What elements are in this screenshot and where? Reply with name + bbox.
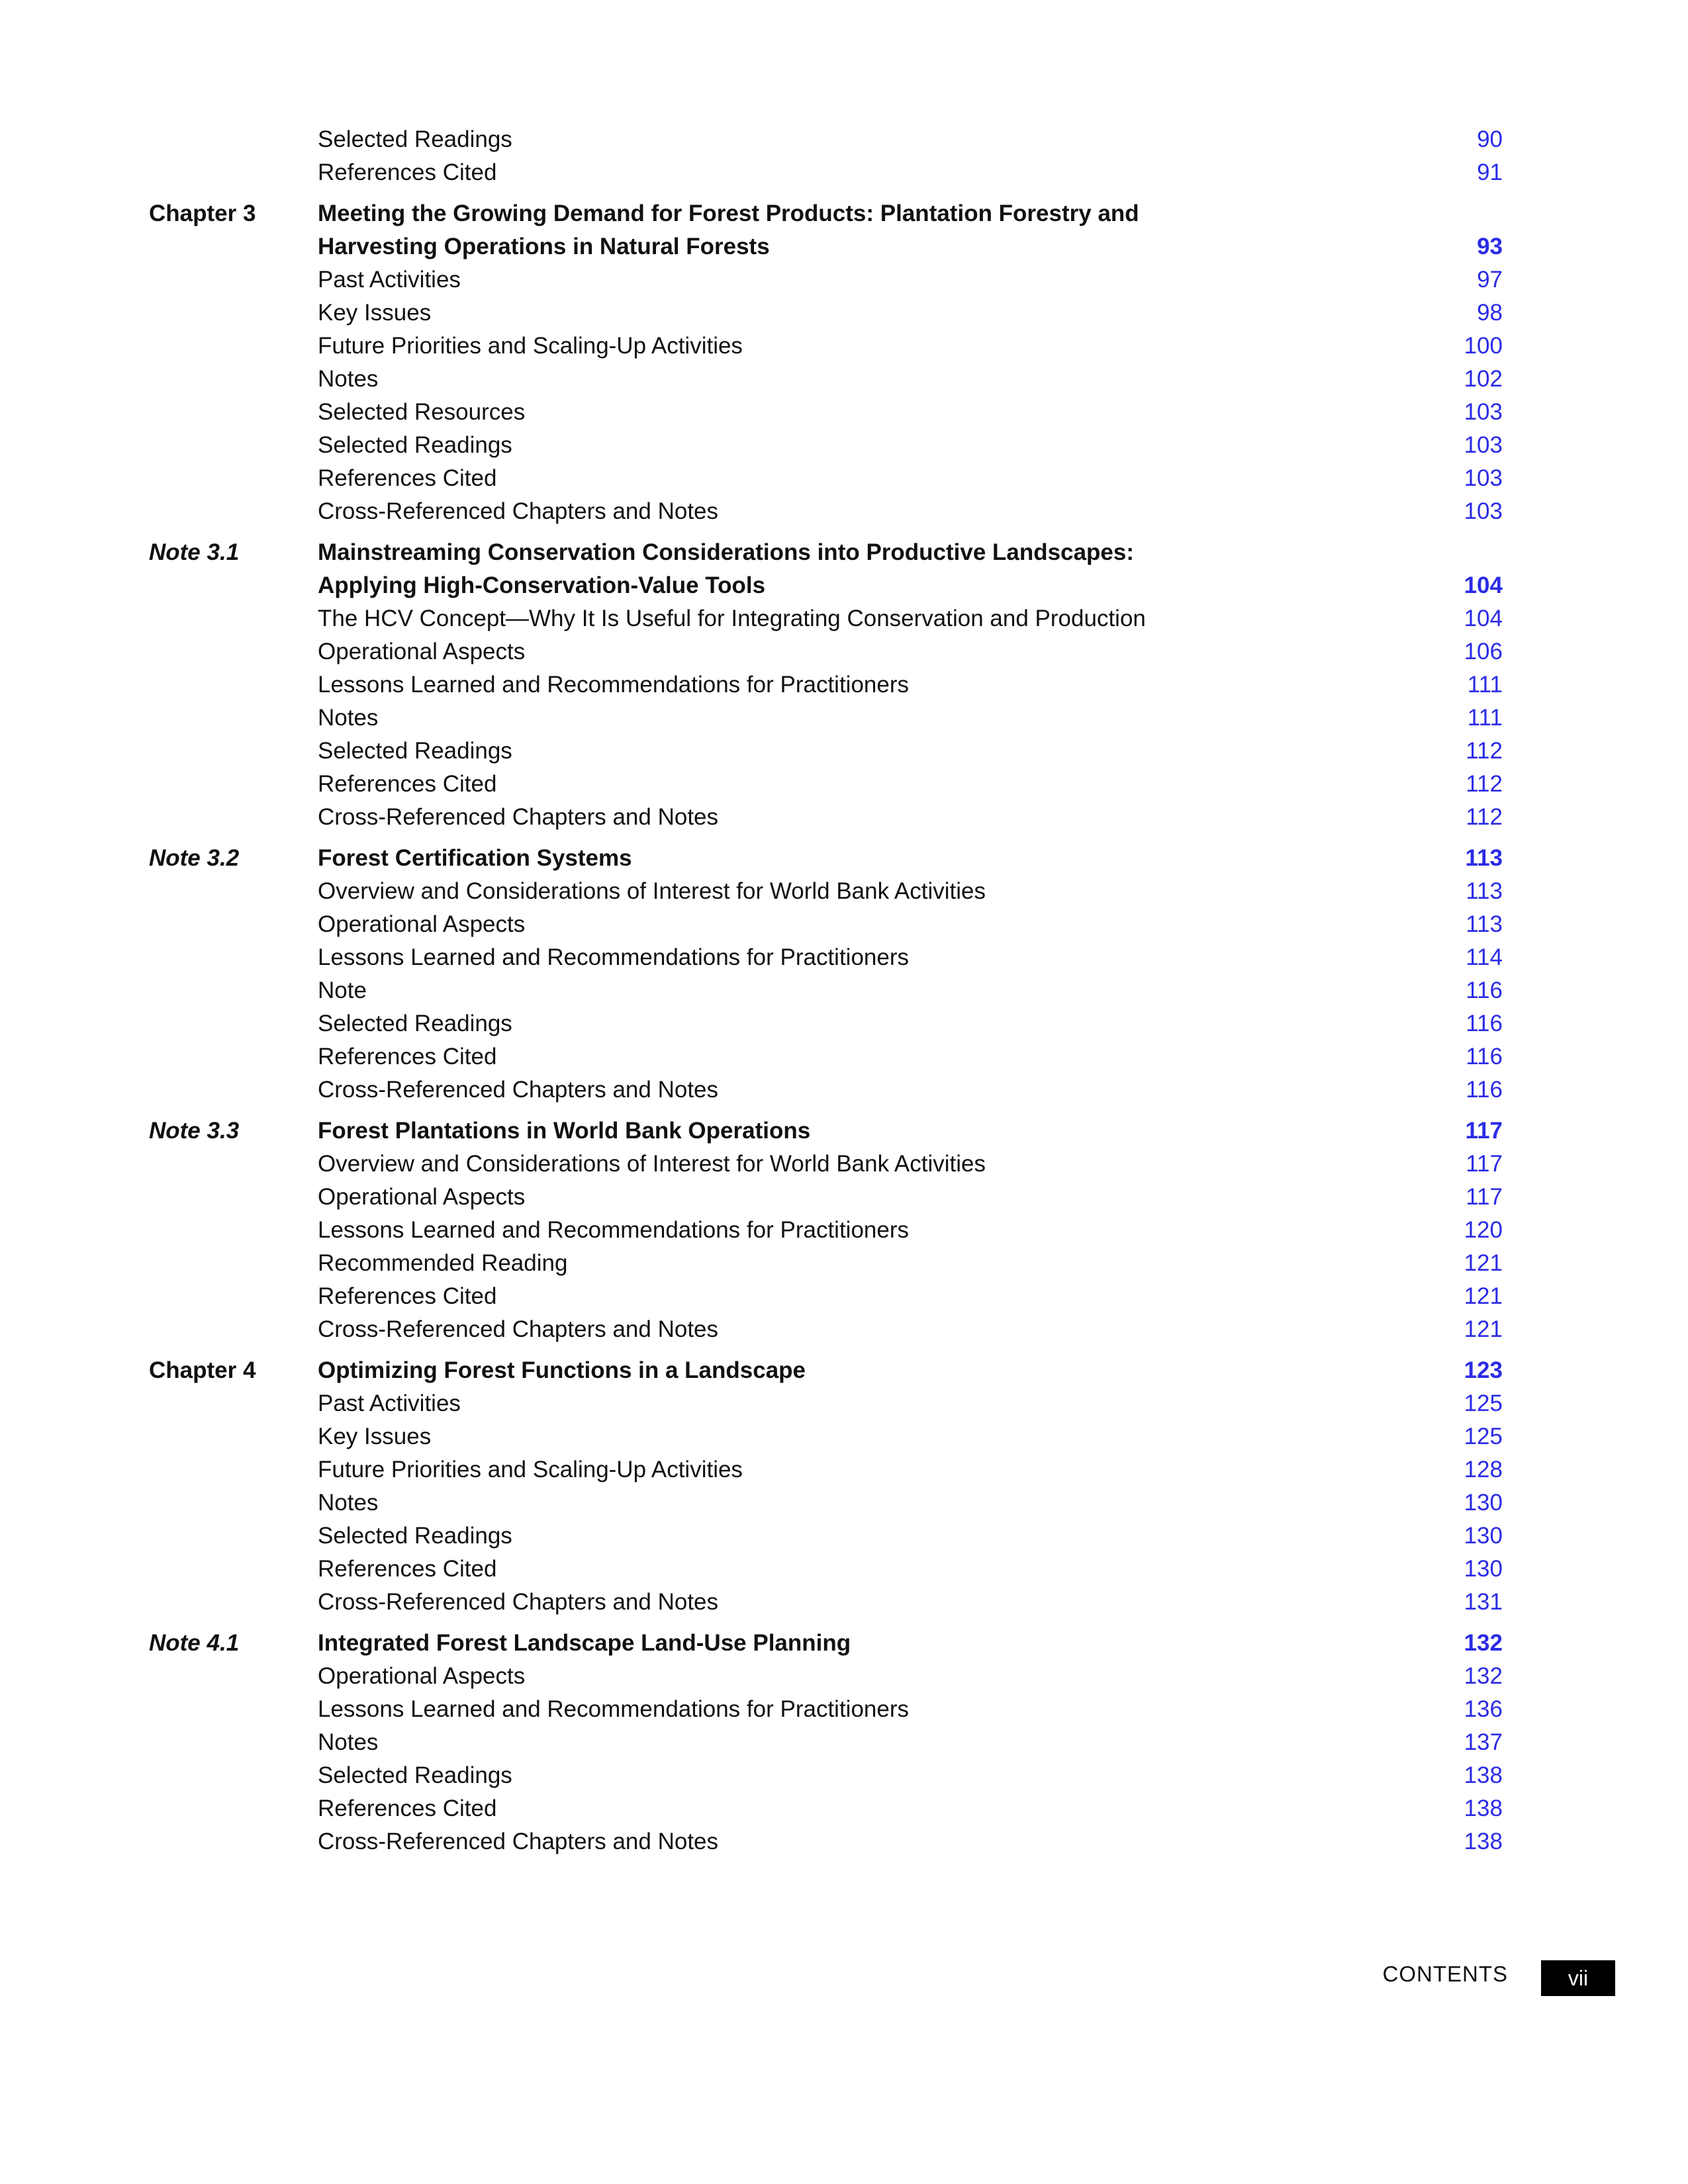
note-label: Note 3.2 xyxy=(149,845,240,871)
toc-page-number[interactable]: 117 xyxy=(1465,1118,1503,1144)
toc-entry-title[interactable]: Past Activities xyxy=(318,267,461,293)
toc-heading-row[interactable] xyxy=(0,536,1688,569)
toc-page-number[interactable]: 137 xyxy=(1464,1729,1503,1755)
toc-row[interactable] xyxy=(0,363,1688,396)
toc-heading-row[interactable] xyxy=(0,1354,1688,1387)
toc-page-number[interactable]: 130 xyxy=(1464,1490,1503,1516)
toc-row[interactable] xyxy=(0,602,1688,635)
toc-entry-title[interactable]: Selected Readings xyxy=(318,1523,512,1549)
toc-entry-title[interactable]: Cross-Referenced Chapters and Notes xyxy=(318,1589,719,1615)
toc-page-number[interactable]: 132 xyxy=(1464,1663,1503,1689)
note-section xyxy=(0,842,1688,1107)
toc-page-number[interactable]: 116 xyxy=(1466,978,1503,1003)
toc-page-number[interactable]: 121 xyxy=(1464,1283,1503,1309)
toc-page-number[interactable]: 138 xyxy=(1464,1762,1503,1788)
toc-row[interactable] xyxy=(0,974,1688,1007)
toc-entry-title[interactable]: References Cited xyxy=(318,1796,497,1821)
toc-page-number[interactable]: 113 xyxy=(1466,911,1503,937)
toc-page-number[interactable]: 117 xyxy=(1466,1184,1503,1210)
toc-entry-title[interactable]: Notes xyxy=(318,705,379,731)
toc-entry-title[interactable]: Future Priorities and Scaling-Up Activities xyxy=(318,1457,743,1482)
note-section xyxy=(0,1115,1688,1346)
toc-heading-row[interactable] xyxy=(0,842,1688,875)
toc-entry-title[interactable]: Forest Certification Systems xyxy=(318,845,632,871)
toc-heading-row[interactable] xyxy=(0,569,1688,602)
toc-entry-title[interactable]: Notes xyxy=(318,1729,379,1755)
toc-page-number[interactable]: 116 xyxy=(1466,1044,1503,1069)
toc-row[interactable] xyxy=(0,941,1688,974)
toc-entry-title[interactable]: References Cited xyxy=(318,1044,497,1069)
toc-page-number[interactable]: 128 xyxy=(1464,1457,1503,1482)
toc-row[interactable] xyxy=(0,1660,1688,1693)
toc-row[interactable] xyxy=(0,1007,1688,1040)
note-label: Note 4.1 xyxy=(149,1630,240,1656)
toc-entry-title[interactable]: Recommended Reading xyxy=(318,1250,568,1276)
toc-row[interactable] xyxy=(0,735,1688,768)
toc-page-number[interactable]: 104 xyxy=(1464,572,1503,598)
toc-row[interactable] xyxy=(0,462,1688,495)
note-label: Note 3.1 xyxy=(149,539,240,565)
toc-entry-title[interactable]: Overview and Considerations of Interest for World Bank Activities xyxy=(318,878,986,904)
toc-entry-title[interactable]: Selected Readings xyxy=(318,432,512,458)
toc-entry-title[interactable]: Key Issues xyxy=(318,300,432,326)
toc-row[interactable] xyxy=(0,768,1688,801)
toc-page-number[interactable]: 112 xyxy=(1466,738,1503,764)
toc-heading-row[interactable] xyxy=(0,197,1688,230)
toc-page-number[interactable]: 102 xyxy=(1464,366,1503,392)
toc-entry-title[interactable]: Notes xyxy=(318,1490,379,1516)
chapter-section xyxy=(0,1354,1688,1619)
toc-row[interactable] xyxy=(0,635,1688,668)
toc-entry-title[interactable]: Selected Readings xyxy=(318,126,512,152)
toc-entry-title[interactable]: Selected Readings xyxy=(318,1762,512,1788)
toc-page-number[interactable]: 111 xyxy=(1467,705,1503,731)
toc-entry-title[interactable]: Selected Resources xyxy=(318,399,526,425)
toc-heading-row[interactable] xyxy=(0,1115,1688,1148)
toc-row[interactable] xyxy=(0,1040,1688,1073)
toc-entry-title[interactable]: Selected Readings xyxy=(318,738,512,764)
toc-row[interactable] xyxy=(0,1553,1688,1586)
toc-entry-title[interactable]: Integrated Forest Landscape Land-Use Planning xyxy=(318,1630,851,1656)
toc-entry-title[interactable]: Operational Aspects xyxy=(318,911,526,937)
toc-entry-title[interactable]: Mainstreaming Conservation Considerations into Productive Landscapes: xyxy=(318,539,1135,565)
toc-page-number[interactable]: 116 xyxy=(1466,1077,1503,1103)
toc-page-number[interactable]: 103 xyxy=(1464,432,1503,458)
toc-entry-title[interactable]: Cross-Referenced Chapters and Notes xyxy=(318,1829,719,1854)
toc-section xyxy=(0,123,1688,189)
toc-entry-title[interactable]: Lessons Learned and Recommendations for Practitioners xyxy=(318,672,909,698)
toc-page-number[interactable]: 112 xyxy=(1466,771,1503,797)
toc-row[interactable] xyxy=(0,263,1688,296)
toc-page-number[interactable]: 136 xyxy=(1464,1696,1503,1722)
toc-page-number[interactable]: 100 xyxy=(1464,333,1503,359)
toc-row[interactable] xyxy=(0,1520,1688,1553)
toc-row[interactable] xyxy=(0,1759,1688,1792)
toc-entry-title[interactable]: Selected Readings xyxy=(318,1011,512,1036)
toc-row[interactable] xyxy=(0,1726,1688,1759)
toc-row[interactable] xyxy=(0,1313,1688,1346)
toc-page-number[interactable]: 138 xyxy=(1464,1829,1503,1854)
toc-page-number[interactable]: 111 xyxy=(1467,672,1503,698)
toc-row[interactable] xyxy=(0,495,1688,528)
note-section xyxy=(0,1627,1688,1858)
toc-row[interactable] xyxy=(0,396,1688,429)
toc-row[interactable] xyxy=(0,1792,1688,1825)
toc-entry-title[interactable]: References Cited xyxy=(318,771,497,797)
toc-entry-title[interactable]: The HCV Concept—Why It Is Useful for Integrating Conservation and Production xyxy=(318,606,1146,631)
toc-page-number[interactable]: 113 xyxy=(1466,878,1503,904)
toc-page-number[interactable]: 138 xyxy=(1464,1796,1503,1821)
toc-page-number[interactable]: 114 xyxy=(1466,944,1503,970)
toc-entry-title[interactable]: References Cited xyxy=(318,159,497,185)
toc-heading-row[interactable] xyxy=(0,1627,1688,1660)
toc-page-number[interactable]: 125 xyxy=(1464,1390,1503,1416)
toc-row[interactable] xyxy=(0,908,1688,941)
toc-entry-title[interactable]: Notes xyxy=(318,366,379,392)
toc-page-number[interactable]: 125 xyxy=(1464,1424,1503,1449)
toc-entry-title[interactable]: Past Activities xyxy=(318,1390,461,1416)
toc-row[interactable] xyxy=(0,1148,1688,1181)
page-number-badge: vii xyxy=(1541,1960,1615,1996)
toc-page-number[interactable]: 103 xyxy=(1464,465,1503,491)
toc-page-number[interactable]: 116 xyxy=(1466,1011,1503,1036)
toc-page-number[interactable]: 103 xyxy=(1464,498,1503,524)
toc-entry-title[interactable]: Operational Aspects xyxy=(318,639,526,664)
toc-row[interactable] xyxy=(0,1693,1688,1726)
toc-row[interactable] xyxy=(0,1453,1688,1486)
note-section xyxy=(0,536,1688,834)
toc-row[interactable] xyxy=(0,1214,1688,1247)
toc-row[interactable] xyxy=(0,1181,1688,1214)
toc-entry-title[interactable]: Cross-Referenced Chapters and Notes xyxy=(318,498,719,524)
toc-entry-title[interactable]: Cross-Referenced Chapters and Notes xyxy=(318,804,719,830)
toc-row[interactable] xyxy=(0,1825,1688,1858)
toc-entry-title[interactable]: Lessons Learned and Recommendations for Practitioners xyxy=(318,1217,909,1243)
toc-page-number[interactable]: 121 xyxy=(1464,1250,1503,1276)
toc-page-number[interactable]: 120 xyxy=(1464,1217,1503,1243)
toc-page-number[interactable]: 103 xyxy=(1464,399,1503,425)
note-label: Note 3.3 xyxy=(149,1118,240,1144)
toc-row[interactable] xyxy=(0,1486,1688,1520)
toc-entry-title[interactable]: References Cited xyxy=(318,465,497,491)
toc-page-number[interactable]: 130 xyxy=(1464,1556,1503,1582)
toc-row[interactable] xyxy=(0,123,1688,156)
running-footer-title: CONTENTS xyxy=(1382,1962,1508,1986)
toc-page-number[interactable]: 112 xyxy=(1466,804,1503,830)
toc-page-number[interactable]: 91 xyxy=(1477,159,1503,185)
toc-entry-title[interactable]: Operational Aspects xyxy=(318,1663,526,1689)
toc-page-number[interactable]: 106 xyxy=(1464,639,1503,664)
toc-row[interactable] xyxy=(0,1420,1688,1453)
toc-page-number[interactable]: 98 xyxy=(1477,300,1503,326)
toc-row[interactable] xyxy=(0,702,1688,735)
toc-entry-title[interactable]: Overview and Considerations of Interest for World Bank Activities xyxy=(318,1151,986,1177)
toc-page-number[interactable]: 130 xyxy=(1464,1523,1503,1549)
toc-page-number[interactable]: 121 xyxy=(1464,1316,1503,1342)
toc-entry-title[interactable]: Applying High-Conservation-Value Tools xyxy=(318,572,766,598)
toc-page-number[interactable]: 123 xyxy=(1464,1357,1503,1383)
toc-entry-title[interactable]: Meeting the Growing Demand for Forest Products: Plantation Forestry and xyxy=(318,201,1139,226)
toc-page-number[interactable]: 93 xyxy=(1477,234,1503,259)
chapter-label: Chapter 3 xyxy=(149,201,256,226)
toc-row[interactable] xyxy=(0,429,1688,462)
toc-page-number[interactable]: 131 xyxy=(1464,1589,1503,1615)
toc-row[interactable] xyxy=(0,296,1688,330)
chapter-section xyxy=(0,197,1688,528)
toc-entry-title[interactable]: Key Issues xyxy=(318,1424,432,1449)
toc-row[interactable] xyxy=(0,875,1688,908)
toc-page-number[interactable]: 97 xyxy=(1477,267,1503,293)
toc-row[interactable] xyxy=(0,1280,1688,1313)
chapter-label: Chapter 4 xyxy=(149,1357,256,1383)
toc-entry-title[interactable]: Lessons Learned and Recommendations for Practitioners xyxy=(318,944,909,970)
toc-page-number[interactable]: 90 xyxy=(1477,126,1503,152)
toc-entry-title[interactable]: References Cited xyxy=(318,1556,497,1582)
toc-entry-title[interactable]: Note xyxy=(318,978,367,1003)
toc-row[interactable] xyxy=(0,1073,1688,1107)
toc-entry-title[interactable]: Harvesting Operations in Natural Forests xyxy=(318,234,770,259)
toc-row[interactable] xyxy=(0,1586,1688,1619)
toc-entry-title[interactable]: Operational Aspects xyxy=(318,1184,526,1210)
toc-entry-title[interactable]: Cross-Referenced Chapters and Notes xyxy=(318,1316,719,1342)
toc-entry-title[interactable]: References Cited xyxy=(318,1283,497,1309)
toc-row[interactable] xyxy=(0,801,1688,834)
toc-entry-title[interactable]: Optimizing Forest Functions in a Landscape xyxy=(318,1357,806,1383)
toc-entry-title[interactable]: Lessons Learned and Recommendations for Practitioners xyxy=(318,1696,909,1722)
toc-page-number[interactable]: 104 xyxy=(1464,606,1503,631)
toc-entry-title[interactable]: Forest Plantations in World Bank Operations xyxy=(318,1118,811,1144)
toc-page-number[interactable]: 132 xyxy=(1464,1630,1503,1656)
toc-row[interactable] xyxy=(0,1247,1688,1280)
table-of-contents xyxy=(0,123,1688,1858)
toc-row[interactable] xyxy=(0,1387,1688,1420)
toc-page-number[interactable]: 117 xyxy=(1466,1151,1503,1177)
toc-row[interactable] xyxy=(0,156,1688,189)
toc-row[interactable] xyxy=(0,330,1688,363)
toc-heading-row[interactable] xyxy=(0,230,1688,263)
toc-page-number[interactable]: 113 xyxy=(1465,845,1503,871)
toc-row[interactable] xyxy=(0,668,1688,702)
toc-entry-title[interactable]: Future Priorities and Scaling-Up Activities xyxy=(318,333,743,359)
toc-entry-title[interactable]: Cross-Referenced Chapters and Notes xyxy=(318,1077,719,1103)
